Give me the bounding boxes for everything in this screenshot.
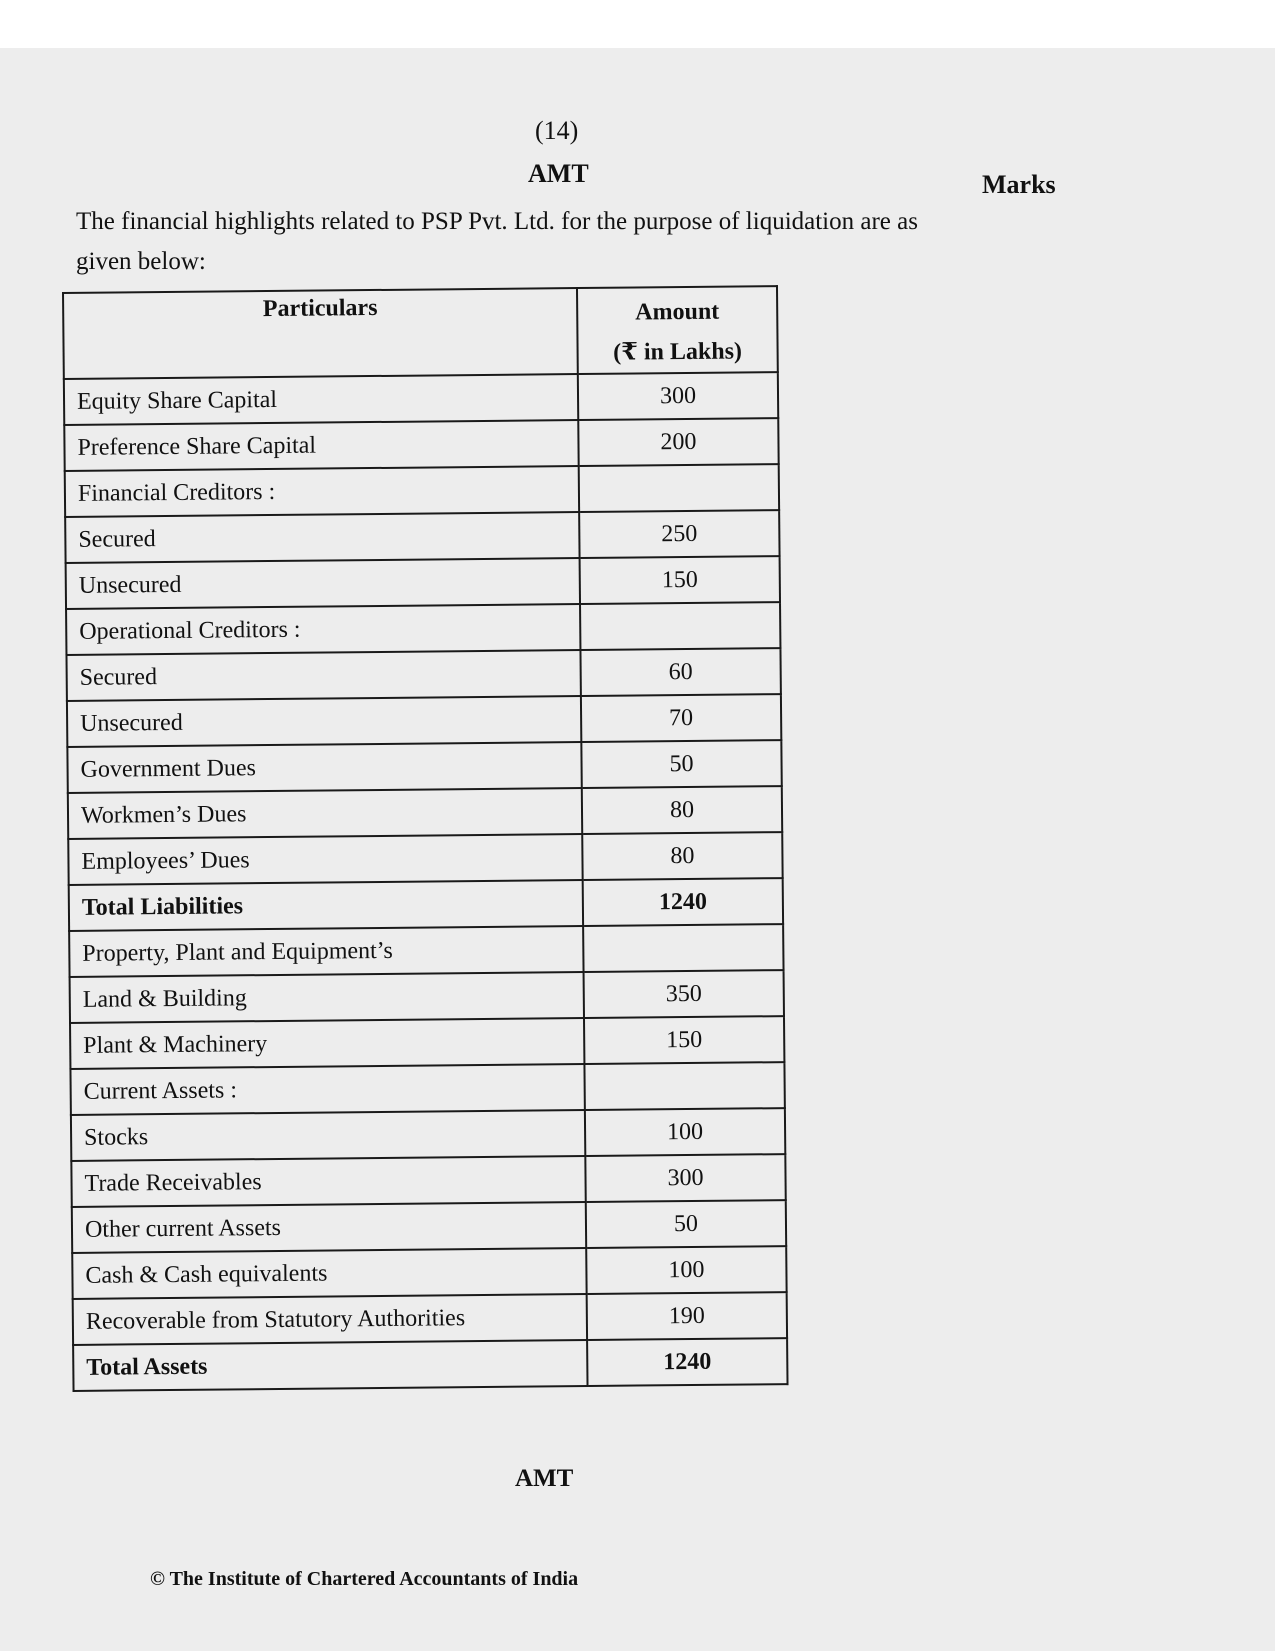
table-header-row bbox=[63, 286, 778, 379]
row-amount: 150 bbox=[580, 556, 780, 604]
row-particular: Unsecured bbox=[67, 696, 581, 747]
row-amount: 1240 bbox=[587, 1338, 787, 1386]
header-code: AMT bbox=[528, 159, 589, 188]
header-particulars: Particulars bbox=[63, 288, 578, 379]
table-row bbox=[64, 372, 778, 425]
row-amount: 70 bbox=[581, 694, 781, 742]
row-particular: Preference Share Capital bbox=[64, 420, 578, 471]
row-amount: 250 bbox=[579, 510, 779, 558]
row-amount bbox=[583, 924, 783, 972]
row-particular: Stocks bbox=[71, 1110, 585, 1161]
row-particular: Secured bbox=[66, 650, 580, 701]
row-particular: Financial Creditors : bbox=[65, 466, 579, 517]
row-amount: 150 bbox=[584, 1016, 784, 1064]
table-row bbox=[70, 970, 784, 1023]
table-row bbox=[66, 648, 780, 701]
row-amount: 300 bbox=[578, 372, 778, 420]
row-particular: Unsecured bbox=[66, 558, 580, 609]
row-particular: Total Assets bbox=[73, 1340, 587, 1391]
table-row bbox=[66, 602, 780, 655]
row-particular: Secured bbox=[65, 512, 579, 563]
table-row bbox=[71, 1108, 785, 1161]
page-number: (14) bbox=[535, 116, 579, 145]
table-row bbox=[65, 464, 779, 517]
row-amount: 50 bbox=[586, 1200, 786, 1248]
row-amount: 80 bbox=[582, 786, 782, 834]
table-row bbox=[72, 1200, 786, 1253]
row-particular: Equity Share Capital bbox=[64, 374, 578, 425]
financial-highlights-table bbox=[62, 285, 789, 1392]
table-row bbox=[67, 740, 781, 793]
table-row bbox=[71, 1154, 785, 1207]
row-particular: Trade Receivables bbox=[71, 1156, 585, 1207]
table-row bbox=[67, 694, 781, 747]
header-amount-unit: (₹ in Lakhs) bbox=[613, 338, 743, 366]
row-amount: 350 bbox=[584, 970, 784, 1018]
marks-label: Marks bbox=[982, 170, 1056, 199]
table-row bbox=[72, 1246, 786, 1299]
row-amount: 200 bbox=[578, 418, 778, 466]
row-particular: Land & Building bbox=[70, 972, 584, 1023]
header-amount-label: Amount bbox=[635, 298, 720, 326]
row-particular: Other current Assets bbox=[72, 1202, 586, 1253]
copyright-notice: © The Institute of Chartered Accountants of India bbox=[150, 1568, 579, 1590]
row-amount: 300 bbox=[585, 1154, 785, 1202]
table-row bbox=[73, 1292, 787, 1345]
row-amount bbox=[579, 464, 779, 512]
intro-paragraph: The financial highlights related to PSP Pvt. Ltd. for the purpose of liquidation are as given below: bbox=[76, 208, 918, 275]
row-amount: 100 bbox=[585, 1108, 785, 1156]
row-amount bbox=[580, 602, 780, 650]
row-particular: Employees’ Dues bbox=[68, 834, 582, 885]
row-particular: Recoverable from Statutory Authorities bbox=[73, 1294, 587, 1345]
row-amount: 60 bbox=[580, 648, 780, 696]
row-particular: Plant & Machinery bbox=[70, 1018, 584, 1069]
table-row bbox=[69, 924, 783, 977]
table-row bbox=[66, 556, 780, 609]
footer-code: AMT bbox=[515, 1465, 574, 1492]
row-particular: Operational Creditors : bbox=[66, 604, 580, 655]
table-row bbox=[68, 786, 782, 839]
row-particular: Current Assets : bbox=[70, 1064, 584, 1115]
total-assets-row bbox=[73, 1338, 787, 1391]
row-particular: Workmen’s Dues bbox=[68, 788, 582, 839]
table-row bbox=[70, 1062, 784, 1115]
table-row bbox=[68, 832, 782, 885]
row-amount: 50 bbox=[581, 740, 781, 788]
row-particular: Property, Plant and Equipment’s bbox=[69, 926, 583, 977]
table-row bbox=[70, 1016, 784, 1069]
row-amount bbox=[584, 1062, 784, 1110]
row-particular: Cash & Cash equivalents bbox=[72, 1248, 586, 1299]
row-amount: 100 bbox=[586, 1246, 786, 1294]
total-liabilities-row bbox=[69, 878, 783, 931]
table-row bbox=[65, 510, 779, 563]
row-amount: 1240 bbox=[583, 878, 783, 926]
row-amount: 190 bbox=[587, 1292, 787, 1340]
row-particular: Total Liabilities bbox=[69, 880, 583, 931]
table-row bbox=[64, 418, 778, 471]
row-amount: 80 bbox=[582, 832, 782, 880]
header-amount bbox=[577, 286, 778, 374]
row-particular: Government Dues bbox=[67, 742, 581, 793]
